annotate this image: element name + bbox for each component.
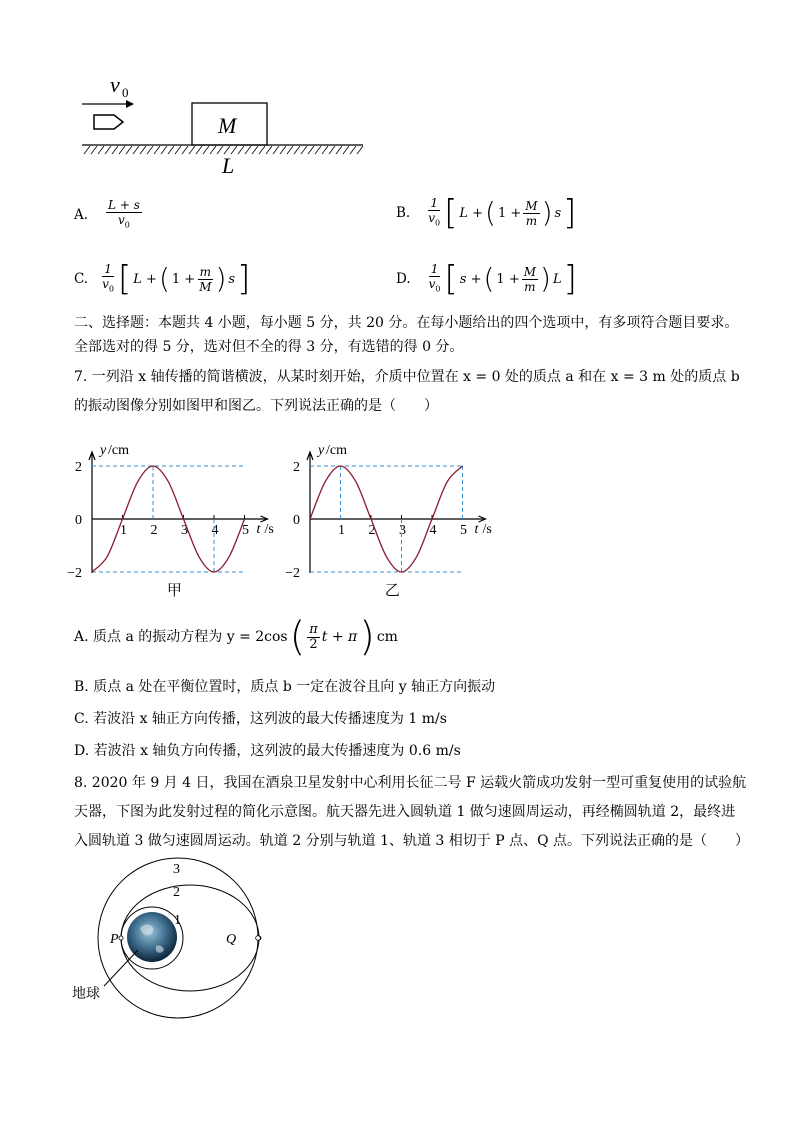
y-axis-label: y (100, 443, 107, 458)
v0-subscript: 0 (122, 85, 129, 100)
point-P-marker (119, 936, 123, 940)
graph-caption: 乙 (384, 583, 400, 599)
x-tick-label: 4 (429, 523, 437, 538)
x-axis-label: t (256, 522, 261, 537)
q7-option-d: D. 若波沿 x 轴负方向传播，这列波的最大传播速度为 0.6 m/s (74, 743, 461, 759)
q8-stem-line1: 8. 2020 年 9 月 4 日，我国在酒泉卫星发射中心利用长征二号 F 运载火箭成功发射一型可重复使用的试验航 (74, 775, 747, 791)
y-axis-unit: /cm (326, 443, 347, 458)
x-tick-label: 2 (150, 523, 158, 538)
section2-line1: 二、选择题：本题共 4 小题，每小题 5 分，共 20 分。在每小题给出的四个选项中，有多项符合题目要求。 (74, 315, 739, 331)
q8-stem-line3: 入圆轨道 3 做匀速圆周运动。轨道 2 分别与轨道 1、轨道 3 相切于 P 点、Q 点。下列说法正确的是（ ） (74, 833, 750, 849)
x-tick-label: 1 (338, 523, 345, 538)
orbit-2-label: 2 (173, 885, 180, 900)
graph-caption: 甲 (166, 583, 182, 599)
x-tick-label: 3 (399, 523, 406, 538)
q7-option-a: A. 质点 a 的振动方程为 y = 2cos ( $\frac{\pi}{2}$ t + π ) cm (74, 614, 398, 660)
bullet-icon (94, 115, 123, 129)
y-tick-label: −2 (67, 566, 82, 581)
q6-option-b: B. $\frac{1}{v_0}$ [ L + ( 1 + $\frac{M}{m}$ ) s ] (396, 193, 577, 234)
q6-option-c: C. $\frac{1}{v_0}$ [ L + ( 1 + $\frac{m}{M}$ ) s ] (74, 259, 251, 300)
q6-a-fraction: $\frac{L + s}{v_0}$ (108, 198, 140, 230)
y-tick-label: 0 (293, 513, 300, 528)
y-tick-label: 2 (75, 460, 82, 475)
x-tick-label: 1 (120, 523, 127, 538)
earth-icon (127, 912, 177, 962)
y-axis-unit: /cm (108, 443, 129, 458)
y-tick-label: 0 (75, 513, 82, 528)
y-tick-label: −2 (285, 566, 300, 581)
earth-label: 地球 (72, 986, 100, 1002)
q7-option-b: B. 质点 a 处在平衡位置时，质点 b 一定在波谷且向 y 轴正方向振动 (74, 679, 496, 695)
graph-jia (67, 443, 274, 599)
x-tick-label: 5 (460, 523, 467, 538)
point-P-label: P (110, 932, 119, 947)
x-axis-label: t (474, 522, 479, 537)
section2-line2: 全部选对的得 5 分，选对但不全的得 3 分，有选错的得 0 分。 (74, 339, 464, 355)
v0-label: v (110, 72, 120, 97)
q7-option-c: C. 若波沿 x 轴正方向传播，这列波的最大传播速度为 1 m/s (74, 711, 447, 727)
vibration-graphs (67, 425, 510, 605)
length-L-label: L (222, 153, 235, 178)
q7-stem-line2: 的振动图像分别如图甲和图乙。下列说法正确的是（ ） (74, 398, 438, 414)
x-axis-unit: /s (482, 522, 492, 537)
q8-stem-line2: 天器，下图为此发射过程的简化示意图。航天器先进入圆轨道 1 做匀速圆周运动，再经椭圆轨道 2，最终进 (74, 804, 736, 820)
x-tick-label: 5 (242, 523, 249, 538)
q6-option-d: D. $\frac{1}{v_0}$ [ s + ( 1 + $\frac{M}{m}$ ) L ] (396, 259, 577, 300)
q6-option-a: A. $\frac{L + s}{v_0}$ (74, 198, 142, 232)
x-axis-unit: /s (264, 522, 274, 537)
x-tick-label: 2 (368, 523, 376, 538)
x-tick-label: 3 (181, 523, 188, 538)
point-Q-label: Q (226, 932, 237, 947)
q7-stem-line1: 7. 一列沿 x 轴传播的简谐横波，从某时刻开始，介质中位置在 x = 0 处的质点 a 和在 x = 3 m 处的质点 b (74, 369, 740, 385)
point-Q-marker (256, 936, 261, 941)
block-figure (76, 70, 376, 180)
x-tick-label: 4 (211, 523, 219, 538)
orbit-3-label: 3 (173, 862, 180, 877)
block-M-label: M (218, 113, 237, 138)
arrow-icon (126, 100, 134, 108)
y-axis-label: y (318, 443, 325, 458)
orbit-1-label: 1 (174, 913, 181, 928)
y-tick-label: 2 (293, 460, 300, 475)
graph-yi (285, 443, 492, 599)
